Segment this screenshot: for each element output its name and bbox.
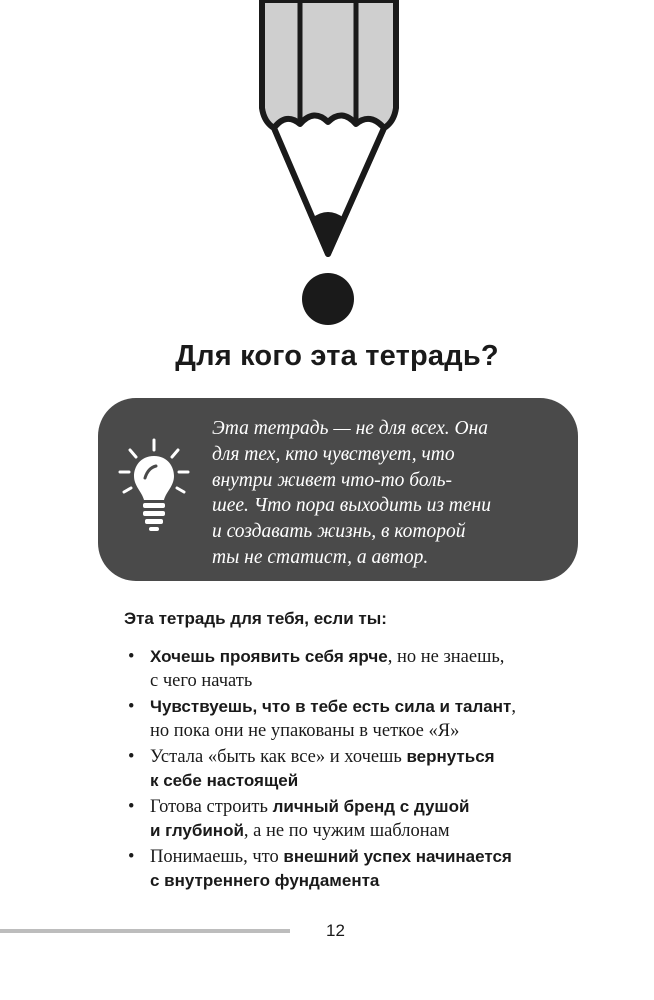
exclamation-dot <box>302 273 354 325</box>
bullet-marker: • <box>128 697 135 717</box>
callout-text <box>212 416 552 571</box>
page-title: Для кого эта тетрадь? <box>175 340 499 372</box>
callout-line: и создавать жизнь, в которой <box>212 521 466 543</box>
list-item-bold-text: Хочешь проявить себя ярче <box>150 647 388 666</box>
bullet-marker: • <box>128 797 135 817</box>
list-item-text: , а не по чужим шаблонам <box>243 821 450 841</box>
list-item <box>124 745 594 793</box>
page-number: 12 <box>326 921 345 940</box>
callout-box <box>98 398 578 581</box>
list-item-bold-text: Чувствуешь, что в тебе есть сила и талант <box>150 697 512 716</box>
list-item-bold-text: и глубиной <box>150 821 244 840</box>
callout-line: Эта тетрадь — не для всех. Она <box>212 418 489 439</box>
list-item-text: Понимаешь, что <box>150 847 284 867</box>
list-item-bold-text: вернуться <box>406 747 495 766</box>
list-item-text: Готова строить <box>150 797 273 817</box>
lightbulb-icon <box>118 438 190 534</box>
list-intro: Эта тетрадь для тебя, если ты: <box>124 609 387 628</box>
list-item-text: с чего начать <box>150 671 253 691</box>
list-item-bold-text: внешний успех начинается <box>283 847 512 866</box>
callout-line: для тех, кто чувствует, что <box>212 443 455 465</box>
list-item <box>124 695 594 743</box>
bullet-marker: • <box>128 847 135 867</box>
list-item-bold-text: к себе настоящей <box>150 771 299 790</box>
list-item-text: Устала «быть как все» и хочешь <box>150 747 407 767</box>
bullet-marker: • <box>128 647 135 667</box>
pencil-exclamation-illustration <box>0 0 654 330</box>
list-item-text: , <box>511 697 516 717</box>
callout-line: ты не статист, а автор. <box>212 546 429 568</box>
callout-line: шее. Что пора выходить из тени <box>212 495 491 517</box>
bullet-marker: • <box>128 747 135 767</box>
footer-rule <box>0 929 290 933</box>
list-item-text: но пока они не упакованы в четкое «Я» <box>150 721 460 741</box>
callout-line: внутри живет что-то боль- <box>212 469 452 491</box>
list-item <box>124 645 594 693</box>
audience-list <box>124 645 594 895</box>
list-item-text: , но не знаешь, <box>387 647 505 667</box>
list-item-bold-text: с внутреннего фундамента <box>150 871 380 890</box>
list-item <box>124 795 594 843</box>
list-item-bold-text: личный бренд с душой <box>272 797 470 816</box>
list-item <box>124 845 594 893</box>
